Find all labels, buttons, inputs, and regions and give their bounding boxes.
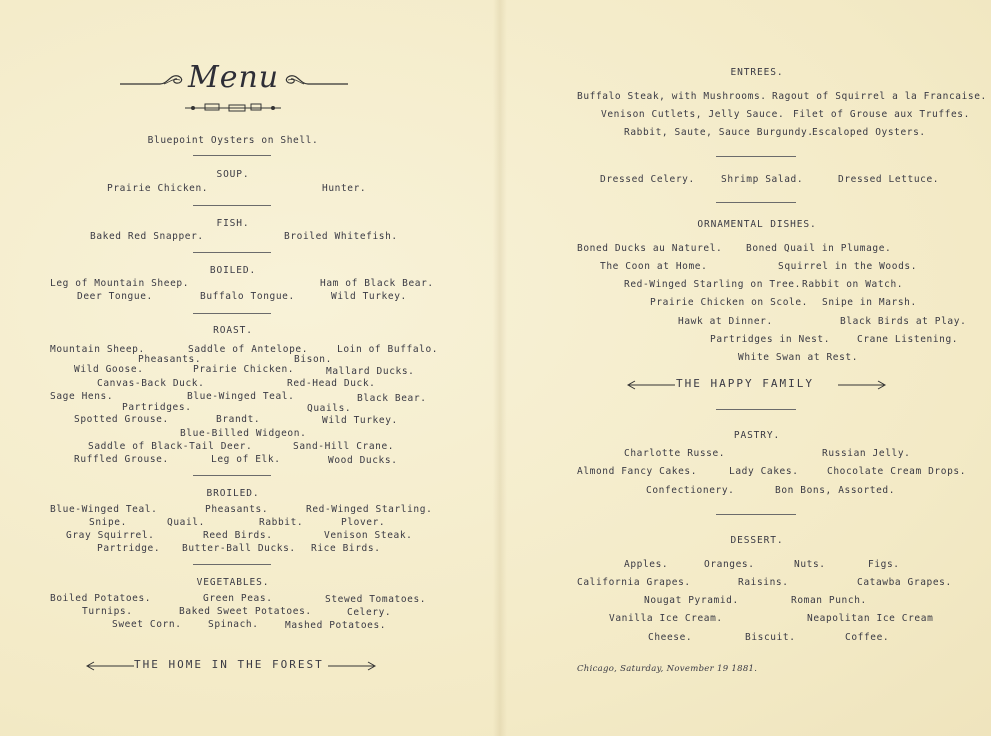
entrees-item: Rabbit, Saute, Sauce Burgundy. bbox=[624, 127, 814, 138]
divider bbox=[193, 313, 271, 314]
entrees-item: Venison Cutlets, Jelly Sauce. bbox=[601, 109, 785, 120]
home-in-forest-banner: THE HOME IN THE FOREST bbox=[134, 658, 324, 671]
broiled-item: Butter-Ball Ducks. bbox=[182, 543, 296, 554]
roast-item: Saddle of Black-Tail Deer. bbox=[88, 441, 253, 452]
roast-item: Sand-Hill Crane. bbox=[293, 441, 395, 452]
soup-heading: SOUP. bbox=[216, 169, 250, 180]
broiled-item: Rice Birds. bbox=[311, 543, 381, 554]
broiled-item: Reed Birds. bbox=[203, 530, 273, 541]
ornamental-item: Prairie Chicken on Scole. bbox=[650, 297, 808, 308]
fish-heading: FISH. bbox=[216, 218, 250, 229]
banner-arrow-right bbox=[838, 380, 886, 390]
soup-item: Hunter. bbox=[322, 183, 367, 194]
divider bbox=[193, 155, 271, 156]
ornamental-item: The Coon at Home. bbox=[600, 261, 708, 272]
broiled-item: Quail. bbox=[167, 517, 205, 528]
dessert-item: Coffee. bbox=[845, 632, 890, 643]
pastry-item: Charlotte Russe. bbox=[624, 448, 726, 459]
broiled-item: Rabbit. bbox=[259, 517, 304, 528]
date-footer: Chicago, Saturday, November 19 1881. bbox=[577, 664, 758, 674]
roast-item: Pheasants. bbox=[138, 354, 202, 365]
banner-arrow-left bbox=[86, 661, 134, 671]
roast-item: Blue-Winged Teal. bbox=[187, 391, 295, 402]
vegetables-item: Green Peas. bbox=[203, 593, 273, 604]
pastry-item: Bon Bons, Assorted. bbox=[775, 485, 896, 496]
roast-item: Brandt. bbox=[216, 414, 261, 425]
dessert-item: Nougat Pyramid. bbox=[644, 595, 739, 606]
roast-heading: ROAST. bbox=[213, 325, 253, 336]
dessert-item: Nuts. bbox=[794, 559, 826, 570]
vegetables-item: Mashed Potatoes. bbox=[285, 620, 387, 631]
divider bbox=[716, 202, 796, 203]
roast-item: Wood Ducks. bbox=[328, 455, 398, 466]
dessert-item: Roman Punch. bbox=[791, 595, 867, 606]
dessert-item: Catawba Grapes. bbox=[857, 577, 952, 588]
divider bbox=[193, 475, 271, 476]
roast-item: Spotted Grouse. bbox=[74, 414, 169, 425]
vegetables-item: Baked Sweet Potatoes. bbox=[179, 606, 312, 617]
divider bbox=[193, 564, 271, 565]
happy-family-banner: THE HAPPY FAMILY bbox=[676, 377, 814, 390]
roast-item: Wild Goose. bbox=[74, 364, 144, 375]
pastry-item: Confectionery. bbox=[646, 485, 735, 496]
banner-arrow-left bbox=[627, 380, 675, 390]
entrees-heading: ENTREES. bbox=[730, 67, 784, 78]
pastry-heading: PASTRY. bbox=[733, 430, 781, 441]
broiled-item: Plover. bbox=[341, 517, 386, 528]
roast-item: Saddle of Antelope. bbox=[188, 344, 309, 355]
roast-item: Black Bear. bbox=[357, 393, 427, 404]
salad-item: Dressed Celery. bbox=[600, 174, 695, 185]
banner-arrow-right bbox=[328, 661, 376, 671]
boiled-item: Wild Turkey. bbox=[331, 291, 407, 302]
divider bbox=[716, 156, 796, 157]
entrees-item: Ragout of Squirrel a la Francaise. bbox=[772, 91, 987, 102]
ornamental-item: Black Birds at Play. bbox=[840, 316, 967, 327]
pastry-item: Chocolate Cream Drops. bbox=[827, 466, 967, 477]
ornamental-item: Boned Ducks au Naturel. bbox=[577, 243, 723, 254]
ornamental-item: Hawk at Dinner. bbox=[678, 316, 773, 327]
roast-item: Loin of Buffalo. bbox=[337, 344, 439, 355]
vegetables-item: Stewed Tomatoes. bbox=[325, 594, 427, 605]
ornamental-item: White Swan at Rest. bbox=[738, 352, 859, 363]
boiled-item: Leg of Mountain Sheep. bbox=[50, 278, 190, 289]
ornamental-item: Crane Listening. bbox=[857, 334, 959, 345]
dessert-item: Cheese. bbox=[648, 632, 693, 643]
dessert-item: Vanilla Ice Cream. bbox=[609, 613, 723, 624]
soup-item: Prairie Chicken. bbox=[107, 183, 209, 194]
oysters: Bluepoint Oysters on Shell. bbox=[147, 135, 319, 146]
roast-item: Wild Turkey. bbox=[322, 415, 398, 426]
vegetables-item: Celery. bbox=[347, 607, 392, 618]
dessert-item: Neapolitan Ice Cream bbox=[807, 613, 934, 624]
roast-item: Canvas-Back Duck. bbox=[97, 378, 205, 389]
roast-item: Mountain Sheep. bbox=[50, 344, 145, 355]
roast-item: Ruffled Grouse. bbox=[74, 454, 169, 465]
divider bbox=[193, 205, 271, 206]
broiled-item: Red-Winged Starling. bbox=[306, 504, 433, 515]
broiled-item: Partridge. bbox=[97, 543, 161, 554]
fish-item: Broiled Whitefish. bbox=[284, 231, 398, 242]
broiled-item: Snipe. bbox=[89, 517, 127, 528]
divider bbox=[716, 409, 796, 410]
roast-item: Partridges. bbox=[122, 402, 192, 413]
ornamental-item: Squirrel in the Woods. bbox=[778, 261, 918, 272]
title-flourish-left bbox=[120, 70, 190, 90]
entrees-item: Buffalo Steak, with Mushrooms. bbox=[577, 91, 767, 102]
dessert-item: California Grapes. bbox=[577, 577, 691, 588]
dessert-item: Apples. bbox=[624, 559, 669, 570]
boiled-item: Buffalo Tongue. bbox=[200, 291, 295, 302]
ornamental-heading: ORNAMENTAL DISHES. bbox=[697, 219, 817, 230]
dessert-item: Raisins. bbox=[738, 577, 789, 588]
boiled-item: Deer Tongue. bbox=[77, 291, 153, 302]
broiled-heading: BROILED. bbox=[206, 488, 260, 499]
ornamental-item: Boned Quail in Plumage. bbox=[746, 243, 892, 254]
vegetables-item: Turnips. bbox=[82, 606, 133, 617]
title-flourish-right bbox=[278, 70, 348, 90]
title-ornament bbox=[185, 103, 281, 113]
roast-item: Bison. bbox=[294, 354, 332, 365]
pastry-item: Almond Fancy Cakes. bbox=[577, 466, 698, 477]
pastry-item: Russian Jelly. bbox=[822, 448, 911, 459]
roast-item: Quails. bbox=[307, 403, 352, 414]
ornamental-item: Rabbit on Watch. bbox=[802, 279, 904, 290]
menu-title: Menu bbox=[188, 60, 280, 95]
page-fold bbox=[493, 0, 507, 736]
entrees-item: Escaloped Oysters. bbox=[812, 127, 926, 138]
vegetables-item: Sweet Corn. bbox=[112, 619, 182, 630]
broiled-item: Blue-Winged Teal. bbox=[50, 504, 158, 515]
ornamental-item: Snipe in Marsh. bbox=[822, 297, 917, 308]
vegetables-heading: VEGETABLES. bbox=[196, 577, 270, 588]
roast-item: Blue-Billed Widgeon. bbox=[180, 428, 307, 439]
boiled-heading: BOILED. bbox=[209, 265, 257, 276]
roast-item: Red-Head Duck. bbox=[287, 378, 376, 389]
ornamental-item: Partridges in Nest. bbox=[710, 334, 831, 345]
dessert-heading: DESSERT. bbox=[730, 535, 784, 546]
divider bbox=[716, 514, 796, 515]
fish-item: Baked Red Snapper. bbox=[90, 231, 204, 242]
roast-item: Mallard Ducks. bbox=[326, 366, 415, 377]
entrees-item: Filet of Grouse aux Truffes. bbox=[793, 109, 970, 120]
divider bbox=[193, 252, 271, 253]
boiled-item: Ham of Black Bear. bbox=[320, 278, 434, 289]
pastry-item: Lady Cakes. bbox=[729, 466, 799, 477]
broiled-item: Gray Squirrel. bbox=[66, 530, 155, 541]
ornamental-item: Red-Winged Starling on Tree. bbox=[624, 279, 801, 290]
roast-item: Leg of Elk. bbox=[211, 454, 281, 465]
broiled-item: Pheasants. bbox=[205, 504, 269, 515]
vegetables-item: Boiled Potatoes. bbox=[50, 593, 152, 604]
broiled-item: Venison Steak. bbox=[324, 530, 413, 541]
vegetables-item: Spinach. bbox=[208, 619, 259, 630]
dessert-item: Oranges. bbox=[704, 559, 755, 570]
dessert-item: Biscuit. bbox=[745, 632, 796, 643]
salad-item: Shrimp Salad. bbox=[721, 174, 804, 185]
salad-item: Dressed Lettuce. bbox=[838, 174, 940, 185]
roast-item: Sage Hens. bbox=[50, 391, 114, 402]
roast-item: Prairie Chicken. bbox=[193, 364, 295, 375]
dessert-item: Figs. bbox=[868, 559, 900, 570]
